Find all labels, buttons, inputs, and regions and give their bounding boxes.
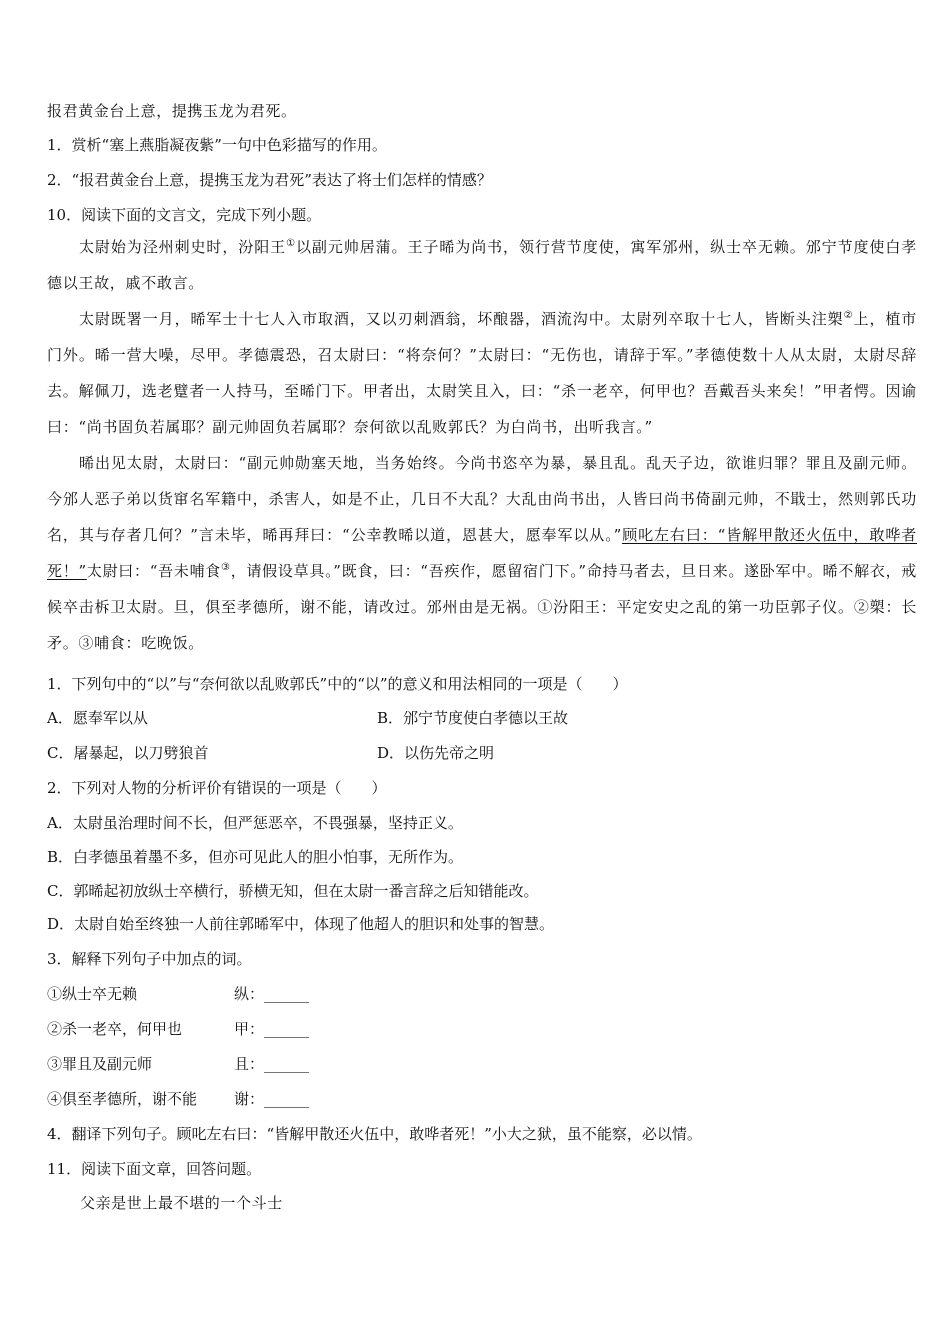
- underlined-sentence: 顾叱左右曰：“皆解甲散还火伍中，敢哗者死！”: [47, 526, 917, 580]
- sq3-item-sentence: ①纵士卒无赖: [47, 985, 138, 1003]
- q9-sub1: 1．赏析“塞上燕脂凝夜紫”一句中色彩描写的作用。: [47, 136, 387, 154]
- footnote-3-mark: ③: [221, 562, 231, 573]
- footnote-1-mark: ①: [286, 238, 296, 249]
- sq1-option-b: B．邠宁节度使白孝德以王故: [377, 709, 569, 727]
- article-title: 父亲是世上最不堪的一个斗士: [80, 1194, 283, 1212]
- sq2-stem: 2．下列对人物的分析评价有错误的一项是（ ）: [47, 779, 387, 797]
- sq2-option-c: C．郭晞起初放纵士卒横行，骄横无知，但在太尉一番言辞之后知错能改。: [47, 882, 539, 900]
- sq1-option-a: A．愿奉军以从: [47, 709, 148, 727]
- sq2-option-b: B．白孝德虽着墨不多，但亦可见此人的胆小怕事，无所作为。: [47, 848, 464, 866]
- q10-heading: 10．阅读下面的文言文，完成下列小题。: [47, 206, 322, 224]
- sq3-item-sentence: ②杀一老卒，何甲也: [47, 1020, 183, 1038]
- sq3-item-answer: 且：______: [234, 1055, 310, 1073]
- sq3-item-answer: 谢：______: [234, 1090, 310, 1108]
- footnote-2-mark: ②: [843, 310, 854, 321]
- passage-para-1: 太尉始为泾州刺史时，汾阳王①以副元帅居蒲。王子晞为尚书，领行营节度使，寓军邠州，纵士卒无赖。邠宁节度使白孝德以王故，戚不敢言。: [47, 238, 917, 292]
- poem-last-line: 报君黄金台上意，提携玉龙为君死。: [47, 102, 297, 120]
- sq2-option-a: A．太尉虽治理时间不长，但严惩恶卒，不畏强暴，坚持正义。: [47, 814, 463, 832]
- q9-sub2: 2．“报君黄金台上意，提携玉龙为君死”表达了将士们怎样的情感？: [47, 171, 492, 189]
- sq3-item-sentence: ④俱至孝德所，谢不能: [47, 1090, 198, 1108]
- sq2-option-d: D．太尉自始至终独一人前往郭晞军中，体现了他超人的胆识和处事的智慧。: [47, 915, 555, 933]
- passage-para-2: 太尉既署一月，晞军士十七人入市取酒，又以刃刺酒翁，坏酿器，酒流沟中。太尉列卒取十七人，皆断头注槊②上，植市门外。晞一营大噪，尽甲。孝德震恐，召太尉曰：“将奈何？”太尉曰：“无伤也，请辞于军。”孝德使数十人从太尉，太尉尽辞去。解佩刀，选老躄者一人持马，至晞门下。甲者出，太尉笑且入，曰：“杀一老卒，何甲也？吾戴吾头来矣！”甲者愕。因谕曰：“尚书固负若属耶？副元帅固负若属耶？奈何欲以乱败郭氏？为白尚书，出听我言。”: [47, 310, 918, 436]
- sq1-option-d: D．以伤先帝之明: [377, 744, 495, 762]
- sq3-item-answer: 纵：______: [234, 985, 310, 1003]
- sq3-item-sentence: ③罪且及副元师: [47, 1055, 153, 1073]
- sq1-option-c: C．屠暴起，以刀劈狼首: [47, 744, 209, 762]
- sq3-item-answer: 甲：______: [234, 1020, 310, 1038]
- passage-para-3: 晞出见太尉，太尉曰：“副元帅勋塞天地，当务始终。今尚书恣卒为暴，暴且乱。乱天子边，欲谁归罪？罪且及副元师。今邠人恶子弟以货窜名军籍中，杀害人，如是不止，几日不大乱？大乱由尚书出，人皆曰尚书倚副元帅，不戢士，然则郭氏功名，其与存者几何？”言未毕，晞再拜曰：“公幸教晞以道，恩甚大，愿奉军以从。”顾叱左右曰：“皆解甲散还火伍中，敢哗者死！”太尉曰：“吾未哺食③，请假设草具。”既食，曰：“吾疾作，愿留宿门下。”命持马者去，旦日来。遂卧军中。晞不解衣，戒候卒击柝卫太尉。旦，俱至孝德所，谢不能，请改过。邠州由是无祸。①汾阳王：平定安史之乱的第一功臣郭子仪。②槊：长矛。③哺食：吃晚饭。: [47, 454, 917, 652]
- sq4-stem: 4．翻译下列句子。顾叱左右曰：“皆解甲散还火伍中，敢哗者死！”小大之狱，虽不能察，必以情。: [47, 1125, 702, 1143]
- q11-heading: 11．阅读下面文章，回答问题。: [47, 1160, 262, 1178]
- sq3-stem: 3．解释下列句子中加点的词。: [47, 950, 252, 968]
- sq1-stem: 1．下列句中的“以”与“奈何欲以乱败郭氏”中的“以”的意义和用法相同的一项是（ ）: [47, 675, 628, 693]
